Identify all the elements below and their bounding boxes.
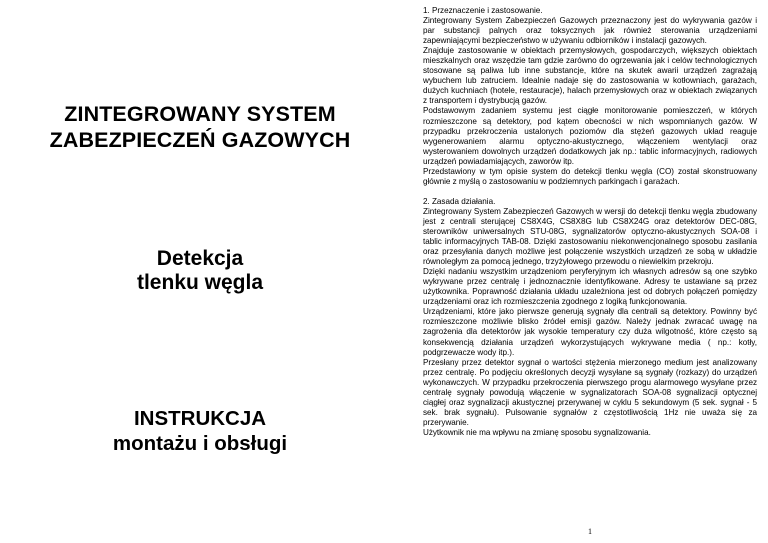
paragraph: Dzięki nadaniu wszystkim urządzeniom peryferyjnym ich własnych adresów są one szybko wykrywane przez centralę i jednoznacznie identyfikowane. Adresy te ustawiane są przez użytkownika. Poprawność działania układu uzależniona jest od dobrych połączeń pomiędzy urządzeniami oraz ich rozmieszczenia zgodnego z logiką funkcjonowania.	[423, 267, 757, 307]
paragraph: Podstawowym zadaniem systemu jest ciągłe monitorowanie pomieszczeń, w których rozmieszczone są detektory, pod kątem obecności w nich wspomnianych gazów. W przypadku przekroczenia ustalonych poziomów dla stężeń gazowych układ reaguje wygenerowaniem alarmu optyczno-akustycznego, włączeniem wentylacji oraz wysterowaniem dowolnych urządzeń dodatkowych jak np.: tablic informacyjnych, radiowych urządzeń powiadamiających, zaworów itp.	[423, 106, 757, 166]
document-title-line-1: ZINTEGROWANY SYSTEM	[64, 102, 336, 126]
paragraph: Urządzeniami, które jako pierwsze generują sygnały dla centrali są detektory. Powinny być rozmieszczone możliwie blisko źródeł emisji gazów. Należy jednak zwracać uwagę na zagrożenia dla detektorów jak wysokie temperatury czy duża wilgotność, które często są konsekwencją działania urządzeń wykorzystujących wykrywane media ( np.: kotły, podgrzewacze wody itp.).	[423, 307, 757, 357]
document-subtitle	[0, 247, 400, 295]
section-purpose	[423, 6, 757, 187]
document-subtitle-line-1: Detekcja	[156, 247, 244, 270]
paragraph: Przesłany przez detektor sygnał o wartości stężenia mierzonego medium jest analizowany przez centralę. Po podjęciu określonych decyzji wysyłane są sygnały (rozkazy) do urządzeń wykonawczych. W przypadku przekroczenia pierwszego progu alarmowego wysyłane przez centralę sygnały powodują włączenie w sygnalizatorach SOA-08 sygnalizacji optycznej ciągłej oraz sygnalizacji akustycznej przerywanej w cyklu 5 sekundowym (5 sek. sygnał - 5 sek. brak sygnału). Pulsowanie sygnałów z częstotliwością 1Hz nie uważa się za przerywanie.	[423, 357, 757, 427]
paragraph: Przedstawiony w tym opisie system do detekcji tlenku węgla (CO) został skonstruowany głównie z myślą o zastosowaniu w podziemnych parkingach i garażach.	[423, 166, 757, 186]
document-subtitle-line-2: tlenku węgla	[136, 271, 264, 294]
document-title-line-2: ZABEZPIECZEŃ GAZOWYCH	[49, 128, 351, 152]
section-heading: 1. Przeznaczenie i zastosowanie.	[423, 6, 543, 15]
paragraph: Znajduje zastosowanie w obiektach przemysłowych, gospodarczych, większych obiektach mieszkalnych oraz wszędzie tam gdzie zarówno do ogrzewania jak i celów technologicznych stosowane są paliwa lub inne substancje, które na skutek awarii urządzeń zagrażają wybuchem lub zatruciem. Idealnie nadaje się do zastosowania w kotłowniach, garażach, dużych kuchniach (hotele, restauracje), halach przemysłowych oraz w obiektach związanych z transportem i dystrybucją gazów.	[423, 46, 757, 106]
manual-heading	[0, 406, 400, 456]
paragraph: Zintegrowany System Zabezpieczeń Gazowych w wersji do detekcji tlenku węgla zbudowany jest z centrali sterującej CS8X4G, CS8X8G lub CS8X24G oraz detektorów DEC-08G, sterowników uniwersalnych STU-08G, sygnalizatorów optyczno-akustycznych SOA-08 i tablic informacyjnych TAB-08. Dzięki zastosowaniu niekonwencjonalnego sposobu zasilania oraz przesyłania danych możliwe jest połączenie wszystkich urządzeń ze sobą w układzie równoległym za pomocą jednego, trzyżyłowego przewodu o niewielkim przekroju.	[423, 206, 757, 267]
document-title	[0, 101, 400, 153]
manual-heading-line-2: montażu i obsługi	[112, 432, 288, 455]
paragraph: Użytkownik nie ma wpływu na zmianę sposobu sygnalizowania.	[423, 427, 651, 437]
paragraph: Zintegrowany System Zabezpieczeń Gazowych przeznaczony jest do wykrywania gazów i par substancji palnych oraz toksycznych jak również sterowania urządzeniami zapewniającymi bezpieczeństwo w używaniu odbiorników i instalacji gazowych.	[423, 16, 757, 46]
section-heading: 2. Zasada działania.	[423, 196, 496, 206]
section-operation	[423, 197, 757, 438]
page-number: 1	[588, 527, 592, 536]
manual-heading-line-1: INSTRUKCJA	[133, 407, 267, 430]
body-text-column	[423, 6, 757, 438]
